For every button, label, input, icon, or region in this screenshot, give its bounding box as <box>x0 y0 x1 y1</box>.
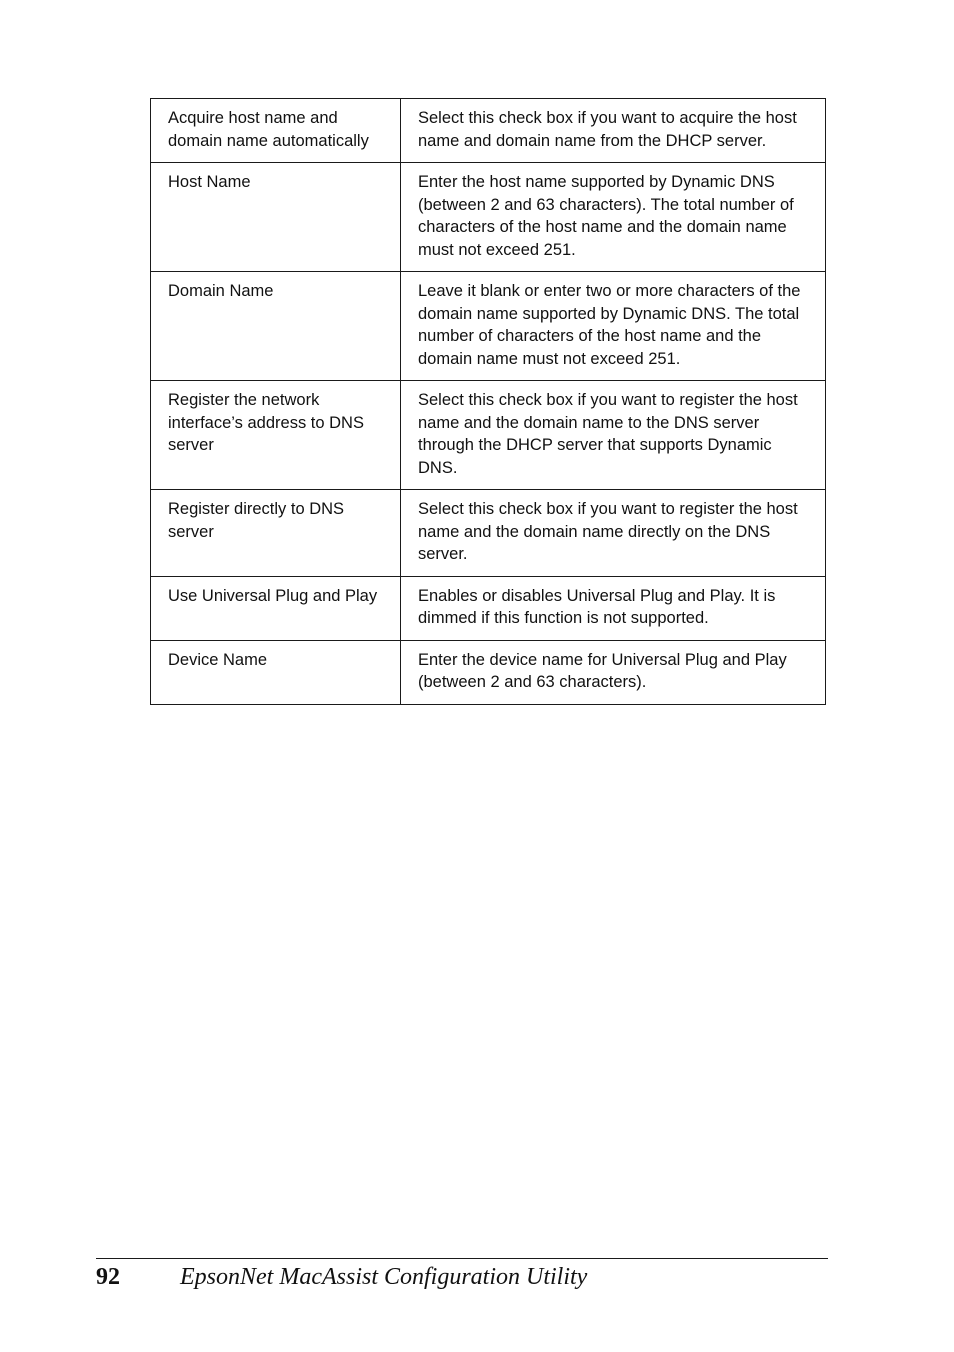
table-row <box>151 163 826 272</box>
footer-title: EpsonNet MacAssist Configuration Utility <box>180 1264 588 1290</box>
setting-name: Device Name <box>151 640 401 704</box>
setting-description: Select this check box if you want to acquire the host name and domain name from the DHCP server. <box>401 99 826 163</box>
setting-description: Enables or disables Universal Plug and Play. It is dimmed if this function is not supported. <box>401 576 826 640</box>
table-row <box>151 640 826 704</box>
settings-table <box>150 98 826 705</box>
setting-name: Register the network interface’s address to DNS server <box>151 381 401 490</box>
setting-name: Domain Name <box>151 272 401 381</box>
table-row <box>151 576 826 640</box>
setting-name: Acquire host name and domain name automatically <box>151 99 401 163</box>
table-row <box>151 490 826 577</box>
setting-name: Use Universal Plug and Play <box>151 576 401 640</box>
setting-description: Leave it blank or enter two or more characters of the domain name supported by Dynamic DNS. The total number of characters of the host name and the domain name must not exceed 251. <box>401 272 826 381</box>
footer-divider <box>96 1258 828 1259</box>
setting-description: Enter the host name supported by Dynamic DNS (between 2 and 63 characters). The total number of characters of the host name and the domain name must not exceed 251. <box>401 163 826 272</box>
setting-description: Select this check box if you want to register the host name and the domain name to the DNS server through the DHCP server that supports Dynamic DNS. <box>401 381 826 490</box>
page-footer <box>96 1262 828 1292</box>
setting-description: Enter the device name for Universal Plug and Play (between 2 and 63 characters). <box>401 640 826 704</box>
setting-name: Host Name <box>151 163 401 272</box>
table-row <box>151 272 826 381</box>
table-row <box>151 381 826 490</box>
setting-description: Select this check box if you want to register the host name and the domain name directly on the DNS server. <box>401 490 826 577</box>
setting-name: Register directly to DNS server <box>151 490 401 577</box>
table-row <box>151 99 826 163</box>
page-number: 92 <box>96 1264 120 1290</box>
